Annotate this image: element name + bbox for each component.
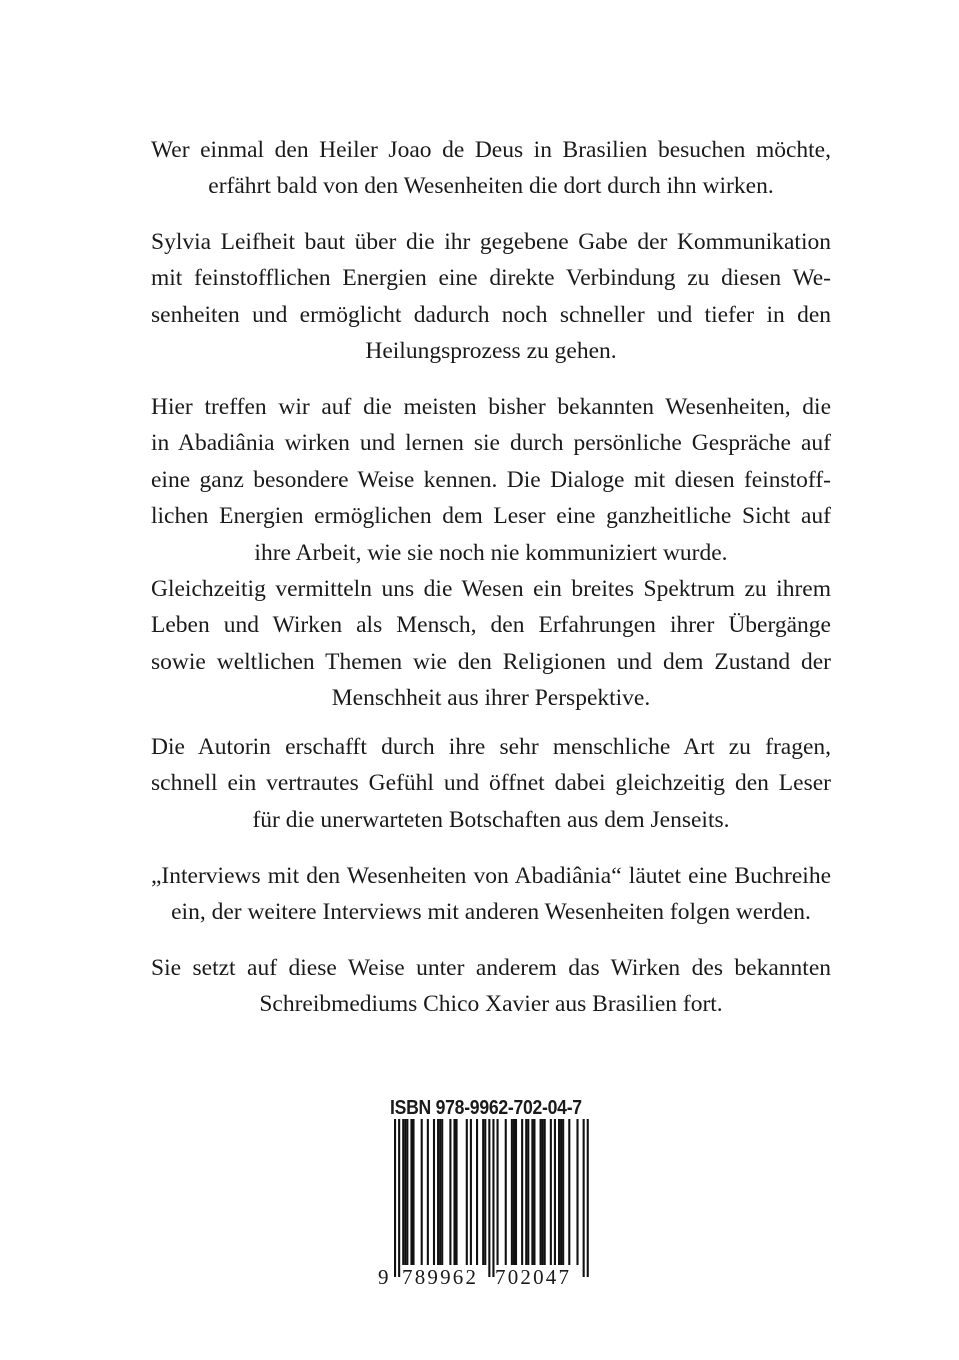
barcode-right-digits: 702047 [495,1265,572,1289]
barcode-bar [531,1119,533,1265]
barcode-bar [441,1119,443,1265]
text-line: eine ganz besondere Weise kennen. Die Dialoge mit diesen feinstoff- [151,466,831,493]
isbn-barcode [378,1095,600,1305]
text-line: ihre Arbeit, wie sie noch nie kommuniziert wurde. [254,539,728,566]
barcode-bar [515,1119,517,1265]
barcode-bar [433,1119,435,1265]
paragraph [151,132,831,205]
barcode-bar [562,1119,564,1265]
barcode-bar [427,1119,429,1265]
barcode-bar [412,1119,414,1265]
text-line: Sie setzt auf diese Weise unter anderem das Wirken des bekannten [151,955,831,981]
barcode-first-digit: 9 [378,1265,389,1289]
text-line: Hier treffen wir auf die meisten bisher bekannten Wesenheiten, die [151,394,831,420]
text-line: Die Autorin erschafft durch ihre sehr menschliche Art zu fragen, [151,734,831,760]
barcode-bar [505,1119,507,1265]
barcode-bar [513,1119,515,1265]
text-line: Gleichzeitig vermitteln uns die Wesen ein breites Spektrum zu ihrem [151,576,831,603]
barcode-bar [544,1119,546,1265]
barcode-bar [470,1119,472,1265]
text-line: Leben und Wirken als Mensch, den Erfahrungen ihrer Übergänge [151,612,831,639]
barcode-bar [497,1119,499,1265]
barcode-bar [453,1119,455,1265]
barcode-bar [484,1119,486,1265]
paragraph [151,224,831,370]
barcode-guard-bar [587,1119,589,1277]
barcode-bar [568,1119,570,1265]
text-line: lichen Energien ermöglichen dem Leser eine ganzheitliche Sicht auf [151,503,831,530]
paragraph [151,950,831,1023]
paragraph [151,729,831,838]
barcode-bar [511,1119,513,1265]
text-line: Menschheit aus ihrer Perspektive. [331,685,651,712]
text-line: erfährt bald von den Wesenheiten die dort durch ihn wirken. [208,173,774,200]
barcode-bar [576,1119,578,1265]
text-line: sowie weltlichen Themen wie den Religionen und dem Zustand der [151,648,831,675]
text-line: mit feinstofflichen Energien eine direkte Verbindung zu diesen We- [151,265,831,292]
text-line: Heilungsprozess zu gehen. [365,338,617,365]
barcode-bar [525,1119,527,1265]
text-line: senheiten und ermöglicht dadurch noch schneller und tiefer in den [151,301,831,328]
barcode-bar [550,1119,552,1265]
barcode-bar [449,1119,451,1265]
barcode-bar [410,1119,412,1265]
barcode-bar [476,1119,478,1265]
barcode-bar [439,1119,441,1265]
text-line: ein, der weitere Interviews mit anderen Wesenheiten folgen werden. [171,899,811,926]
barcode-bar [402,1119,404,1265]
barcode-left-digits: 789962 [402,1265,479,1289]
paragraph [151,858,831,931]
barcode-bars [378,1119,600,1279]
barcode-bar [533,1119,535,1265]
barcode-bar [421,1119,423,1265]
barcode-bar [558,1119,560,1265]
text-line: Schreibmediums Chico Xavier aus Brasilien fort. [259,991,723,1018]
barcode-bar [456,1119,458,1265]
barcode-guard-bar [394,1119,396,1277]
barcode-bar [540,1119,542,1265]
barcode-bar [527,1119,529,1265]
text-line: „Interviews mit den Wesenheiten von Abadiânia“ läutet eine Buchreihe [151,863,831,889]
text-line: Sylvia Leifheit baut über die ihr gegebene Gabe der Kommunikation [151,229,831,255]
barcode-guard-bar [492,1119,494,1277]
text-line: schnell ein vertrautes Gefühl und öffnet dabei gleichzeitig den Leser [151,770,831,797]
barcode-guard-bar [398,1119,400,1277]
barcode-bar [482,1119,484,1265]
barcode-bar [560,1119,562,1265]
barcode-guard-bar [488,1119,490,1277]
barcode-bar [521,1119,523,1265]
barcode-bar [404,1119,406,1265]
text-line: in Abadiânia wirken und lernen sie durch persönliche Gespräche auf [151,430,831,457]
barcode-bar [542,1119,544,1265]
barcode-bar [466,1119,468,1265]
barcode-bar [406,1119,408,1265]
paragraph [151,389,831,717]
text-line: Wer einmal den Heiler Joao de Deus in Brasilien besuchen möchte, [151,137,831,163]
barcode-guard-bar [583,1119,585,1277]
barcode-bar [554,1119,556,1265]
text-line: für die unerwarteten Botschaften aus dem Jenseits. [252,806,730,833]
isbn-label: ISBN 978-9962-702-04-7 [390,1097,582,1119]
barcode-bar [437,1119,439,1265]
